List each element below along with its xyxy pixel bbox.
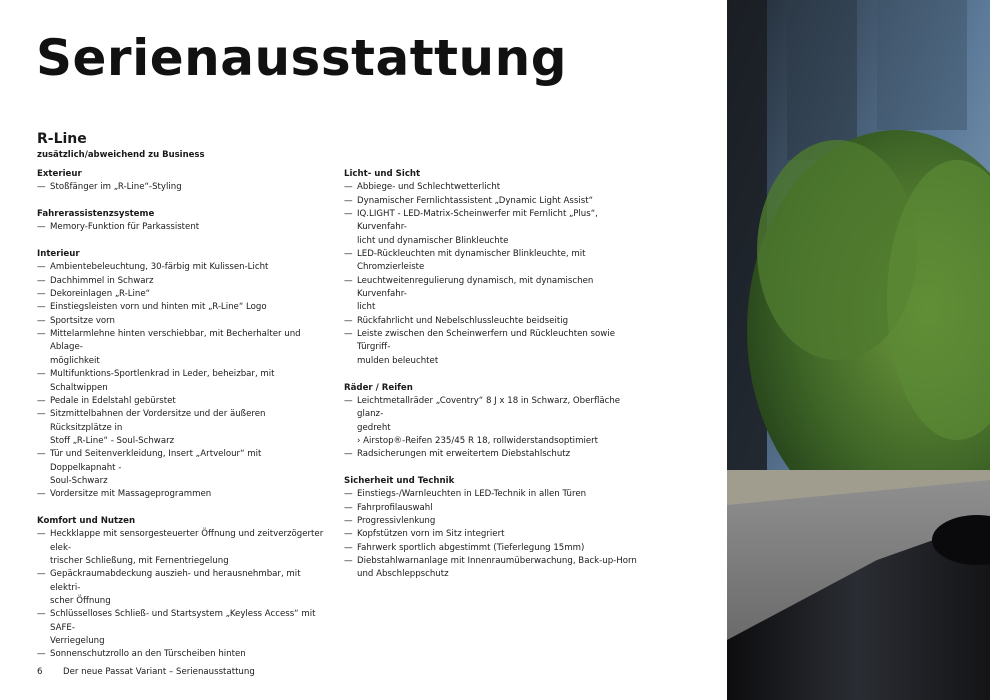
dash-bullet-icon: — (37, 449, 46, 460)
list-item (344, 448, 642, 461)
list-item-text: Sonnenschutzrollo an den Türscheiben hinten (50, 649, 246, 660)
list-item-text: Dachhimmel in Schwarz (50, 275, 154, 286)
list-item-text: Einstiegs-/Warnleuchten in LED-Technik in allen Türen (357, 489, 587, 500)
list-item-text: Radsicherungen mit erweitertem Diebstahlschutz (357, 449, 571, 460)
section-sicherheit-und-technik (344, 475, 642, 582)
list-item-text: Ambientebeleuchtung, 30-färbig mit Kulissen-Licht (50, 262, 269, 273)
dash-bullet-icon: — (37, 409, 46, 420)
dash-bullet-icon: — (37, 262, 46, 273)
section-interieur (37, 248, 327, 502)
list-item-text: Mittelarmlehne hinten verschiebbar, mit Becherhalter und Ablage- möglichkeit (50, 329, 301, 366)
list-item (37, 181, 327, 194)
list-item-text: LED-Rückleuchten mit dynamischer Blinkleuchte, mit Chromzierleiste (357, 249, 586, 273)
list-item (37, 301, 327, 314)
list-item (344, 315, 642, 328)
dash-bullet-icon: — (37, 315, 46, 326)
list-item-text: Dynamischer Fernlichtassistent „Dynamic Light Assist“ (357, 195, 594, 206)
list-item-text: Tür und Seitenverkleidung, Insert „Artvelour“ mit Doppelkapnaht - Soul-Schwarz (50, 449, 262, 486)
list-item (37, 528, 327, 568)
dash-bullet-icon: — (344, 542, 353, 553)
list-item-text: IQ.LIGHT - LED-Matrix-Scheinwerfer mit Fernlicht „Plus“, Kurvenfahr- licht und dynamischer Blinkleuchte (357, 209, 598, 246)
list-item-text: Vordersitze mit Massageprogrammen (50, 489, 212, 500)
list-item-text: Diebstahlwarnanlage mit Innenraumüberwachung, Back-up-Horn und Abschleppschutz (357, 555, 637, 580)
dash-bullet-icon: — (344, 449, 353, 460)
dash-bullet-icon: — (37, 302, 46, 313)
section-title: Interieur (37, 249, 80, 260)
dash-bullet-icon: — (344, 515, 353, 526)
list-item (37, 328, 327, 368)
list-item-text: Memory-Funktion für Parkassistent (50, 222, 200, 233)
list-item (37, 395, 327, 408)
list-item (344, 542, 642, 555)
list-item-text: Leuchtweitenregulierung dynamisch, mit dynamischen Kurvenfahr- licht (357, 275, 594, 313)
list-item (37, 221, 327, 234)
list-item-text: Fahrwerk sportlich abgestimmt (Tieferlegung 15mm) (357, 542, 585, 553)
list-item (37, 608, 327, 648)
dash-bullet-icon: — (37, 182, 46, 193)
left-column (37, 168, 327, 675)
list-item (37, 261, 327, 274)
list-item (37, 488, 327, 501)
section-title: Fahrerassistenzsysteme (37, 209, 155, 220)
dash-bullet-icon: — (37, 275, 46, 286)
page-number: 6 (37, 667, 43, 677)
dash-bullet-icon: — (37, 289, 46, 300)
list-item (37, 448, 327, 488)
dash-bullet-icon: — (344, 195, 353, 206)
list-item (344, 195, 642, 208)
section-title: Licht- und Sicht (344, 169, 421, 179)
list-item (344, 488, 642, 501)
list-item-text: Stoßfänger im „R-Line“-Styling (50, 182, 182, 193)
list-item (344, 181, 642, 194)
list-item-text: Gepäckraumabdeckung auszieh- und herausnehmbar, mit elektri- scher Öffnung (50, 569, 301, 606)
list-item (344, 555, 642, 582)
dash-bullet-icon: — (344, 555, 353, 566)
list-item-text: Pedale in Edelstahl gebürstet (50, 395, 176, 406)
dash-bullet-icon: — (37, 489, 46, 500)
list-item (37, 288, 327, 301)
section-title: Komfort und Nutzen (37, 515, 136, 526)
dash-bullet-icon: — (37, 649, 46, 660)
car-photo (727, 0, 990, 700)
page-title: Serienausstattung (36, 29, 568, 87)
dash-bullet-icon: — (37, 329, 46, 340)
footer-text: Der neue Passat Variant – Serienausstattung (63, 667, 255, 677)
list-item (37, 315, 327, 328)
list-item (344, 502, 642, 515)
list-item-text: Schlüsselloses Schließ- und Startsystem „Keyless Access“ mit SAFE- Verriegelung (50, 609, 316, 647)
dash-bullet-icon: — (37, 222, 46, 233)
dash-bullet-icon: — (37, 609, 46, 620)
list-item-text: Abbiege- und Schlechtwetterlicht (357, 182, 501, 193)
dash-bullet-icon: — (37, 369, 46, 380)
dash-bullet-icon: — (344, 275, 353, 286)
section-komfort-und-nutzen (37, 515, 327, 662)
dash-bullet-icon: — (37, 529, 46, 540)
list-item (344, 515, 642, 528)
list-item-text: Einstiegsleisten vorn und hinten mit „R-Line“ Logo (50, 302, 267, 313)
dash-bullet-icon: — (344, 489, 353, 500)
dash-bullet-icon: — (344, 329, 353, 340)
dash-bullet-icon: — (344, 315, 353, 326)
list-item (344, 275, 642, 315)
list-item-text: Sitzmittelbahnen der Vordersitze und der äußeren Rücksitzplätze in Stoff „R-Line“ - Soul-Schwarz (50, 409, 266, 446)
list-item (37, 275, 327, 288)
section-title: Sicherheit und Technik (344, 475, 455, 486)
section-title: Exterieur (37, 169, 82, 179)
list-item (37, 408, 327, 448)
trim-name: R-Line (37, 131, 87, 147)
section-title: Räder / Reifen (344, 382, 413, 393)
list-item (37, 368, 327, 395)
section-licht-und-sicht (344, 168, 642, 368)
list-item (344, 248, 642, 275)
dash-bullet-icon: — (344, 182, 353, 193)
section-fahrerassistenzsysteme (37, 208, 327, 235)
list-item-text: Sportsitze vorn (50, 315, 116, 326)
right-column (344, 168, 642, 595)
dash-bullet-icon: — (344, 209, 353, 220)
trim-subtitle: zusätzlich/abweichend zu Business (37, 150, 205, 160)
list-item (37, 648, 327, 661)
dash-bullet-icon: — (344, 249, 353, 260)
list-item-text: Kopfstützen vorn im Sitz integriert (357, 529, 505, 540)
list-item-text: Leichtmetallräder „Coventry“ 8 J x 18 in Schwarz, Oberfläche glanz- gedreht › Airstop®-Reifen 235/45 R 18, rollwiderstandsoptimiert (357, 395, 621, 446)
list-item-text: Rückfahrlicht und Nebelschlussleuchte beidseitig (357, 315, 569, 326)
list-item-text: Fahrprofilauswahl (357, 502, 433, 513)
list-item (37, 568, 327, 608)
list-item (344, 208, 642, 248)
dash-bullet-icon: — (344, 529, 353, 540)
trim-heading (37, 131, 205, 160)
list-item (344, 528, 642, 541)
section-exterieur (37, 168, 327, 195)
section-räder-reifen (344, 382, 642, 462)
list-item (344, 395, 642, 448)
dash-bullet-icon: — (344, 502, 353, 513)
list-item-text: Progressivlenkung (357, 515, 436, 526)
list-item (344, 328, 642, 368)
dash-bullet-icon: — (37, 395, 46, 406)
list-item-text: Dekoreinlagen „R-Line“ (50, 289, 151, 300)
list-item-text: Multifunktions-Sportlenkrad in Leder, beheizbar, mit Schaltwippen (50, 369, 275, 393)
dash-bullet-icon: — (344, 395, 353, 406)
list-item-text: Heckklappe mit sensorgesteuerter Öffnung und zeitverzögerter elek- trischer Schließung, mit Fernentriegelung (50, 529, 324, 566)
list-item-text: Leiste zwischen den Scheinwerfern und Rückleuchten sowie Türgriff- mulden beleuchtet (357, 329, 615, 366)
dash-bullet-icon: — (37, 569, 46, 580)
